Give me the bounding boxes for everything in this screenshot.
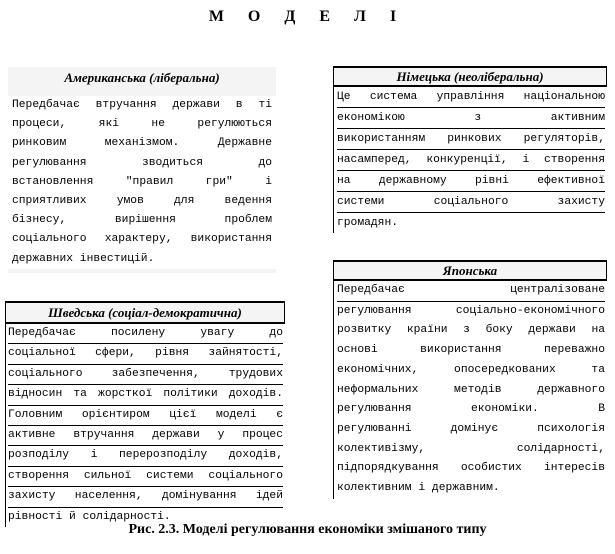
german-model-heading: Німецька (неоліберальна) <box>334 66 607 87</box>
text-line: використанням ринкових регуляторів, <box>337 129 605 150</box>
japanese-model-box <box>333 260 607 499</box>
german-model-text <box>334 87 607 233</box>
text-line: насамперед, конкуренції, і створення <box>337 150 605 171</box>
text-line: розподілу і перерозподілу доходів, <box>8 446 283 466</box>
text-line: соціальної сфери, рівня зайнятості, <box>8 344 283 364</box>
text-line: відносин та жорсткої політики доходів. <box>8 385 283 405</box>
text-line: державних інвестицій. <box>12 252 155 265</box>
swedish-model-box <box>5 301 285 527</box>
german-model-box <box>333 66 607 233</box>
text-line: Передбачає втручання держави в ті <box>12 99 272 111</box>
page-title: М О Д Е Л І <box>208 8 407 25</box>
text-line: колективізму, солідарності, <box>337 442 605 455</box>
text-line: підпорядкування особистих інтересів <box>337 462 605 475</box>
text-line: економікою з активним <box>337 108 605 129</box>
text-line: Головним орієнтиром цієї моделі є <box>8 406 283 426</box>
text-line: регулювання зводиться до <box>12 156 272 169</box>
text-line: рівності й солідарності. <box>8 510 171 523</box>
text-line: колективним і державним. <box>337 482 500 495</box>
text-line: основі використання переважно <box>337 344 605 357</box>
text-line: економічних, опосередкованих та <box>337 363 605 376</box>
text-line: Передбачає централізоване <box>337 281 605 302</box>
american-model-box <box>8 67 276 273</box>
swedish-model-heading: Шведська (соціал-демократична) <box>6 301 285 324</box>
text-line: встановлення "правил гри" і <box>12 175 272 188</box>
swedish-model-text <box>6 324 285 527</box>
text-line: сприятливих умов для ведення <box>12 195 272 208</box>
text-line: громадян. <box>337 217 399 229</box>
american-model-heading: Американська (ліберальна) <box>8 67 276 96</box>
text-line: процеси, які не регулюються <box>12 118 272 131</box>
text-line: регулювання соціально-економічного <box>337 304 605 317</box>
text-line: розвитку країни з боку держави на <box>337 324 605 337</box>
japanese-model-text <box>334 281 607 499</box>
japanese-model-heading: Японська <box>334 260 607 281</box>
text-line: на державному рівні ефективної <box>337 171 605 192</box>
text-line: неформальних методів державного <box>337 383 605 396</box>
figure-caption: Рис. 2.3. Моделі регулювання економіки змішаного типу <box>128 522 487 537</box>
text-line: активне втручання держави у процес <box>8 426 283 446</box>
text-line: ринковим механізмом. Державне <box>12 137 272 150</box>
text-line: бізнесу, вирішення проблем <box>12 214 272 227</box>
text-line: регулюванні домінує психологія <box>337 422 605 435</box>
text-line: соціального характеру, використання <box>12 233 272 246</box>
text-line: системи соціального захисту <box>337 192 605 213</box>
text-line: Передбачає посилену увагу до <box>8 324 283 344</box>
american-model-text <box>8 96 276 269</box>
text-line: створення сильної системи соціального <box>8 467 283 487</box>
text-line: регулювання економіки. В <box>337 403 605 416</box>
text-line: захисту населення, домінування ідей <box>8 487 283 507</box>
text-line: Це система управління національною <box>337 87 605 108</box>
text-line: соціального забезпечення, трудових <box>8 365 283 385</box>
